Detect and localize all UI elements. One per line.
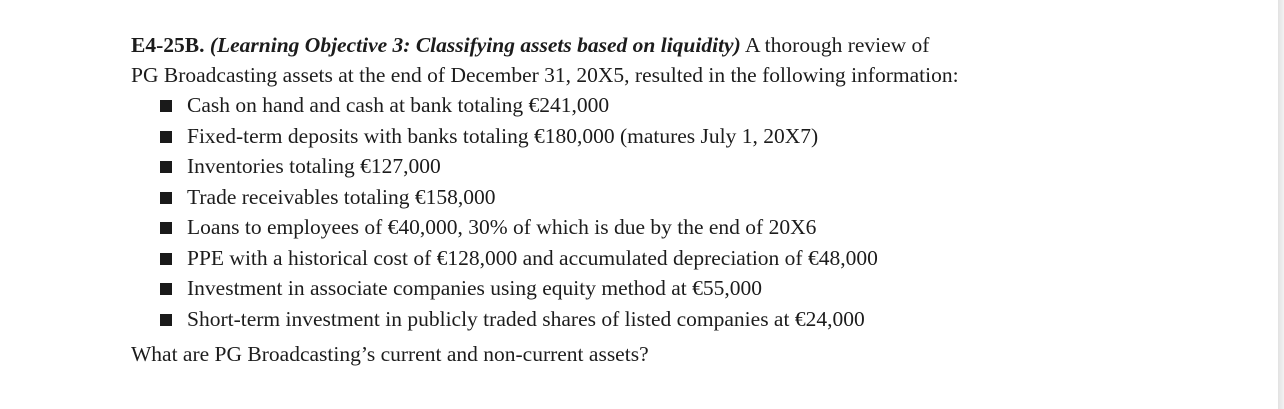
list-item	[131, 212, 1241, 243]
list-item	[131, 243, 1241, 274]
list-item-text: Loans to employees of €40,000, 30% of which is due by the end of 20X6	[187, 215, 817, 239]
list-item-text: Cash on hand and cash at bank totaling €241,000	[187, 93, 610, 117]
intro-text-line2: PG Broadcasting assets at the end of December 31, 20X5, resulted in the following information:	[131, 63, 959, 87]
asset-list	[131, 90, 1241, 334]
exercise-id: E4-25B.	[131, 33, 205, 57]
square-bullet-icon	[160, 161, 172, 173]
list-item-text: Trade receivables totaling €158,000	[187, 184, 496, 209]
list-item	[131, 90, 1241, 121]
list-item	[131, 182, 1241, 213]
list-item-text: PPE with a historical cost of €128,000 and accumulated depreciation of €48,000	[187, 245, 878, 270]
square-bullet-icon	[160, 100, 172, 112]
list-item	[131, 151, 1241, 182]
square-bullet-icon	[160, 131, 172, 143]
list-item-text: Short-term investment in publicly traded shares of listed companies at €24,000	[187, 306, 865, 331]
list-item	[131, 304, 1241, 335]
square-bullet-icon	[160, 283, 172, 295]
square-bullet-icon	[160, 222, 172, 234]
square-bullet-icon	[160, 192, 172, 204]
exercise-block	[131, 30, 1241, 369]
exercise-heading	[131, 30, 1241, 60]
list-item-text: Inventories totaling €127,000	[187, 154, 441, 178]
intro-text-line1: A thorough review of	[744, 33, 930, 57]
list-item-text: Fixed-term deposits with banks totaling €180,000 (matures July 1, 20X7)	[187, 123, 819, 148]
list-item-text: Investment in associate companies using equity method at €55,000	[187, 276, 763, 300]
square-bullet-icon	[160, 314, 172, 326]
list-item	[131, 273, 1241, 304]
question-text: What are PG Broadcasting’s current and non-current assets?	[131, 342, 649, 366]
learning-objective: (Learning Objective 3: Classifying assets based on liquidity)	[209, 33, 741, 57]
list-item	[131, 121, 1241, 152]
square-bullet-icon	[160, 253, 172, 265]
page-edge	[1278, 0, 1284, 409]
